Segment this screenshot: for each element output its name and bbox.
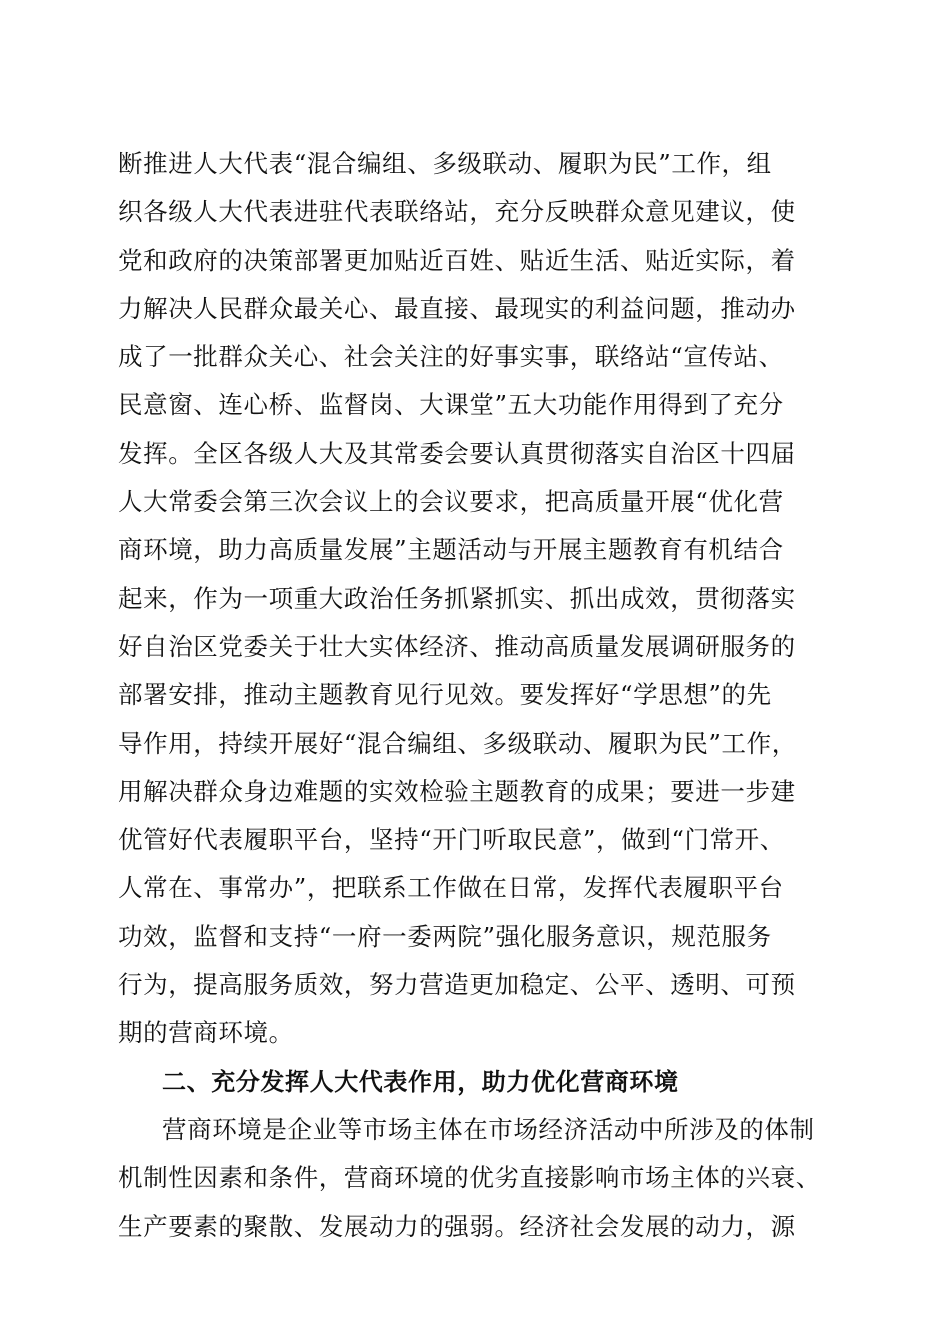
body-line: 好自治区党委关于壮大实体经济、推动高质量发展调研服务的 xyxy=(118,631,796,661)
body-line: 机制性因素和条件，营商环境的优劣直接影响市场主体的兴衰、 xyxy=(118,1163,821,1193)
body-line: 部署安排，推动主题教育见行见效。要发挥好“学思想”的先 xyxy=(118,680,772,710)
body-line: 起来，作为一项重大政治任务抓紧抓实、抓出成效，贯彻落实 xyxy=(118,583,796,613)
section-heading: 二、充分发挥人大代表作用，助力优化营商环境 xyxy=(162,1067,679,1096)
body-line: 行为，提高服务质效，努力营造更加稳定、公平、透明、可预 xyxy=(118,970,796,1000)
document-body xyxy=(118,140,838,1251)
body-line: 导作用，持续开展好“混合编组、多级联动、履职为民”工作， xyxy=(118,728,797,758)
body-line: 民意窗、连心桥、监督岗、大课堂”五大功能作用得到了充分 xyxy=(118,390,784,420)
body-line: 成了一批群众关心、社会关注的好事实事，联络站“宣传站、 xyxy=(118,342,784,372)
body-line: 生产要素的聚散、发展动力的强弱。经济社会发展的动力，源 xyxy=(118,1211,796,1241)
body-line: 用解决群众身边难题的实效检验主题教育的成果；要进一步建 xyxy=(118,776,796,806)
body-line: 优管好代表履职平台，坚持“开门听取民意”，做到“门常开、 xyxy=(118,825,785,855)
body-line: 断推进人大代表“混合编组、多级联动、履职为民”工作，组 xyxy=(118,149,772,178)
body-line: 期的营商环境。 xyxy=(118,1018,294,1048)
body-line: 织各级人大代表进驻代表联络站，充分反映群众意见建议，使 xyxy=(118,197,796,227)
body-line: 功效，监督和支持“一府一委两院”强化服务意识，规范服务 xyxy=(118,921,772,951)
body-line: 人大常委会第三次会议上的会议要求，把高质量开展“优化营 xyxy=(118,487,784,517)
body-line: 力解决人民群众最关心、最直接、最现实的利益问题，推动办 xyxy=(118,293,796,323)
body-line: 商环境，助力高质量发展”主题活动与开展主题教育有机结合 xyxy=(118,535,784,565)
body-line: 党和政府的决策部署更加贴近百姓、贴近生活、贴近实际，着 xyxy=(118,245,796,275)
body-line: 发挥。全区各级人大及其常委会要认真贯彻落实自治区十四届 xyxy=(118,438,796,468)
paragraph-first-line: 营商环境是企业等市场主体在市场经济活动中所涉及的体制 xyxy=(162,1114,815,1144)
body-line: 人常在、事常办”，把联系工作做在日常，发挥代表履职平台 xyxy=(118,873,784,903)
